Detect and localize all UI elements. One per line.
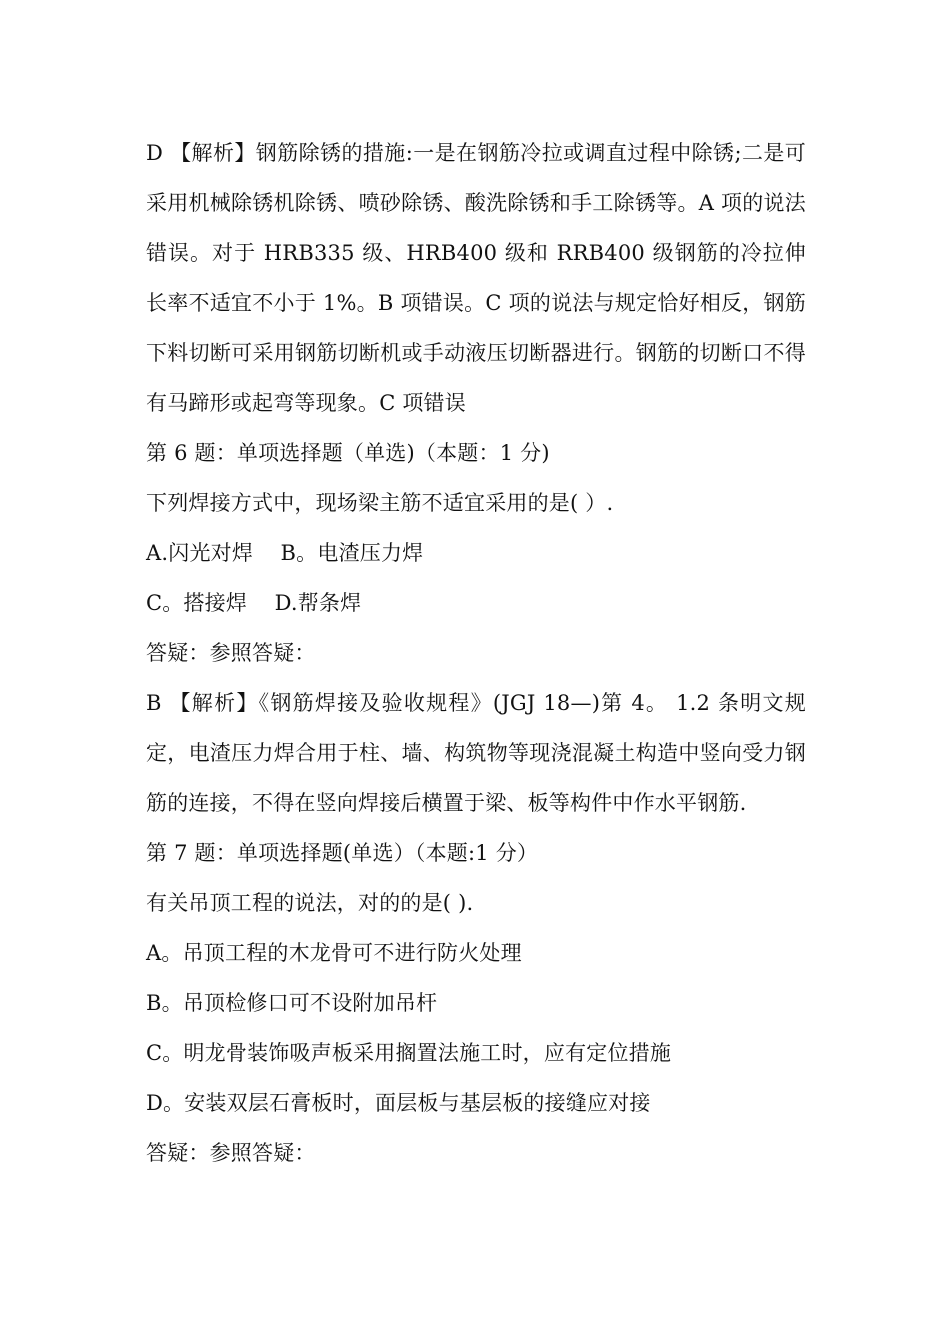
question-7-option-a: A。吊顶工程的木龙骨可不进行防火处理 [146,941,522,965]
question-7-option-d: D。安装双层石膏板时，面层板与基层板的接缝应对接 [146,1091,651,1115]
question-6-answer-label: 答疑：参照答疑： [146,641,316,665]
analysis-paragraph-q5: D 【解析】钢筋除锈的措施:一是在钢筋冷拉或调直过程中除锈;二是可采用机械除锈机除锈、喷砂除锈、酸洗除锈和手工除锈等。A 项的说法错误。对于 HRB335 级、HRB400 级和 RRB400 级钢筋的冷拉伸长率不适宜不小于 1%。B 项错误。C 项的说法与规定恰好相反，钢筋下料切断可采用钢筋切断机或手动液压切断器进行。钢筋的切断口不得有马蹄形或起弯等现象。C 项错误 [146,141,806,415]
question-6-options-ab: A.闪光对焊 B。电渣压力焊 [146,541,424,565]
document-page [146,128,806,1178]
analysis-paragraph-q6: B 【解析】《钢筋焊接及验收规程》(JGJ 18—)第 4。 1.2 条明文规定，电渣压力焊合用于柱、墙、构筑物等现浇混凝土构造中竖向受力钢筋的连接，不得在竖向焊接后横置于梁、板等构件中作水平钢筋. [146,691,806,815]
question-7-option-c: C。明龙骨装饰吸声板采用搁置法施工时，应有定位措施 [146,1041,672,1065]
question-7-stem: 有关吊顶工程的说法，对的的是( ). [146,891,474,915]
question-7-header: 第 7 题：单项选择题(单选）（本题:1 分） [146,841,539,865]
question-6-options-cd: C。搭接焊 D.帮条焊 [146,591,362,615]
question-6-header: 第 6 题：单项选择题（单选)（本题：1 分) [146,441,550,465]
question-7-option-b: B。吊顶检修口可不设附加吊杆 [146,991,438,1015]
question-6-stem: 下列焊接方式中，现场梁主筋不适宜采用的是( ）. [146,491,614,515]
question-7-answer-label: 答疑：参照答疑： [146,1141,316,1165]
